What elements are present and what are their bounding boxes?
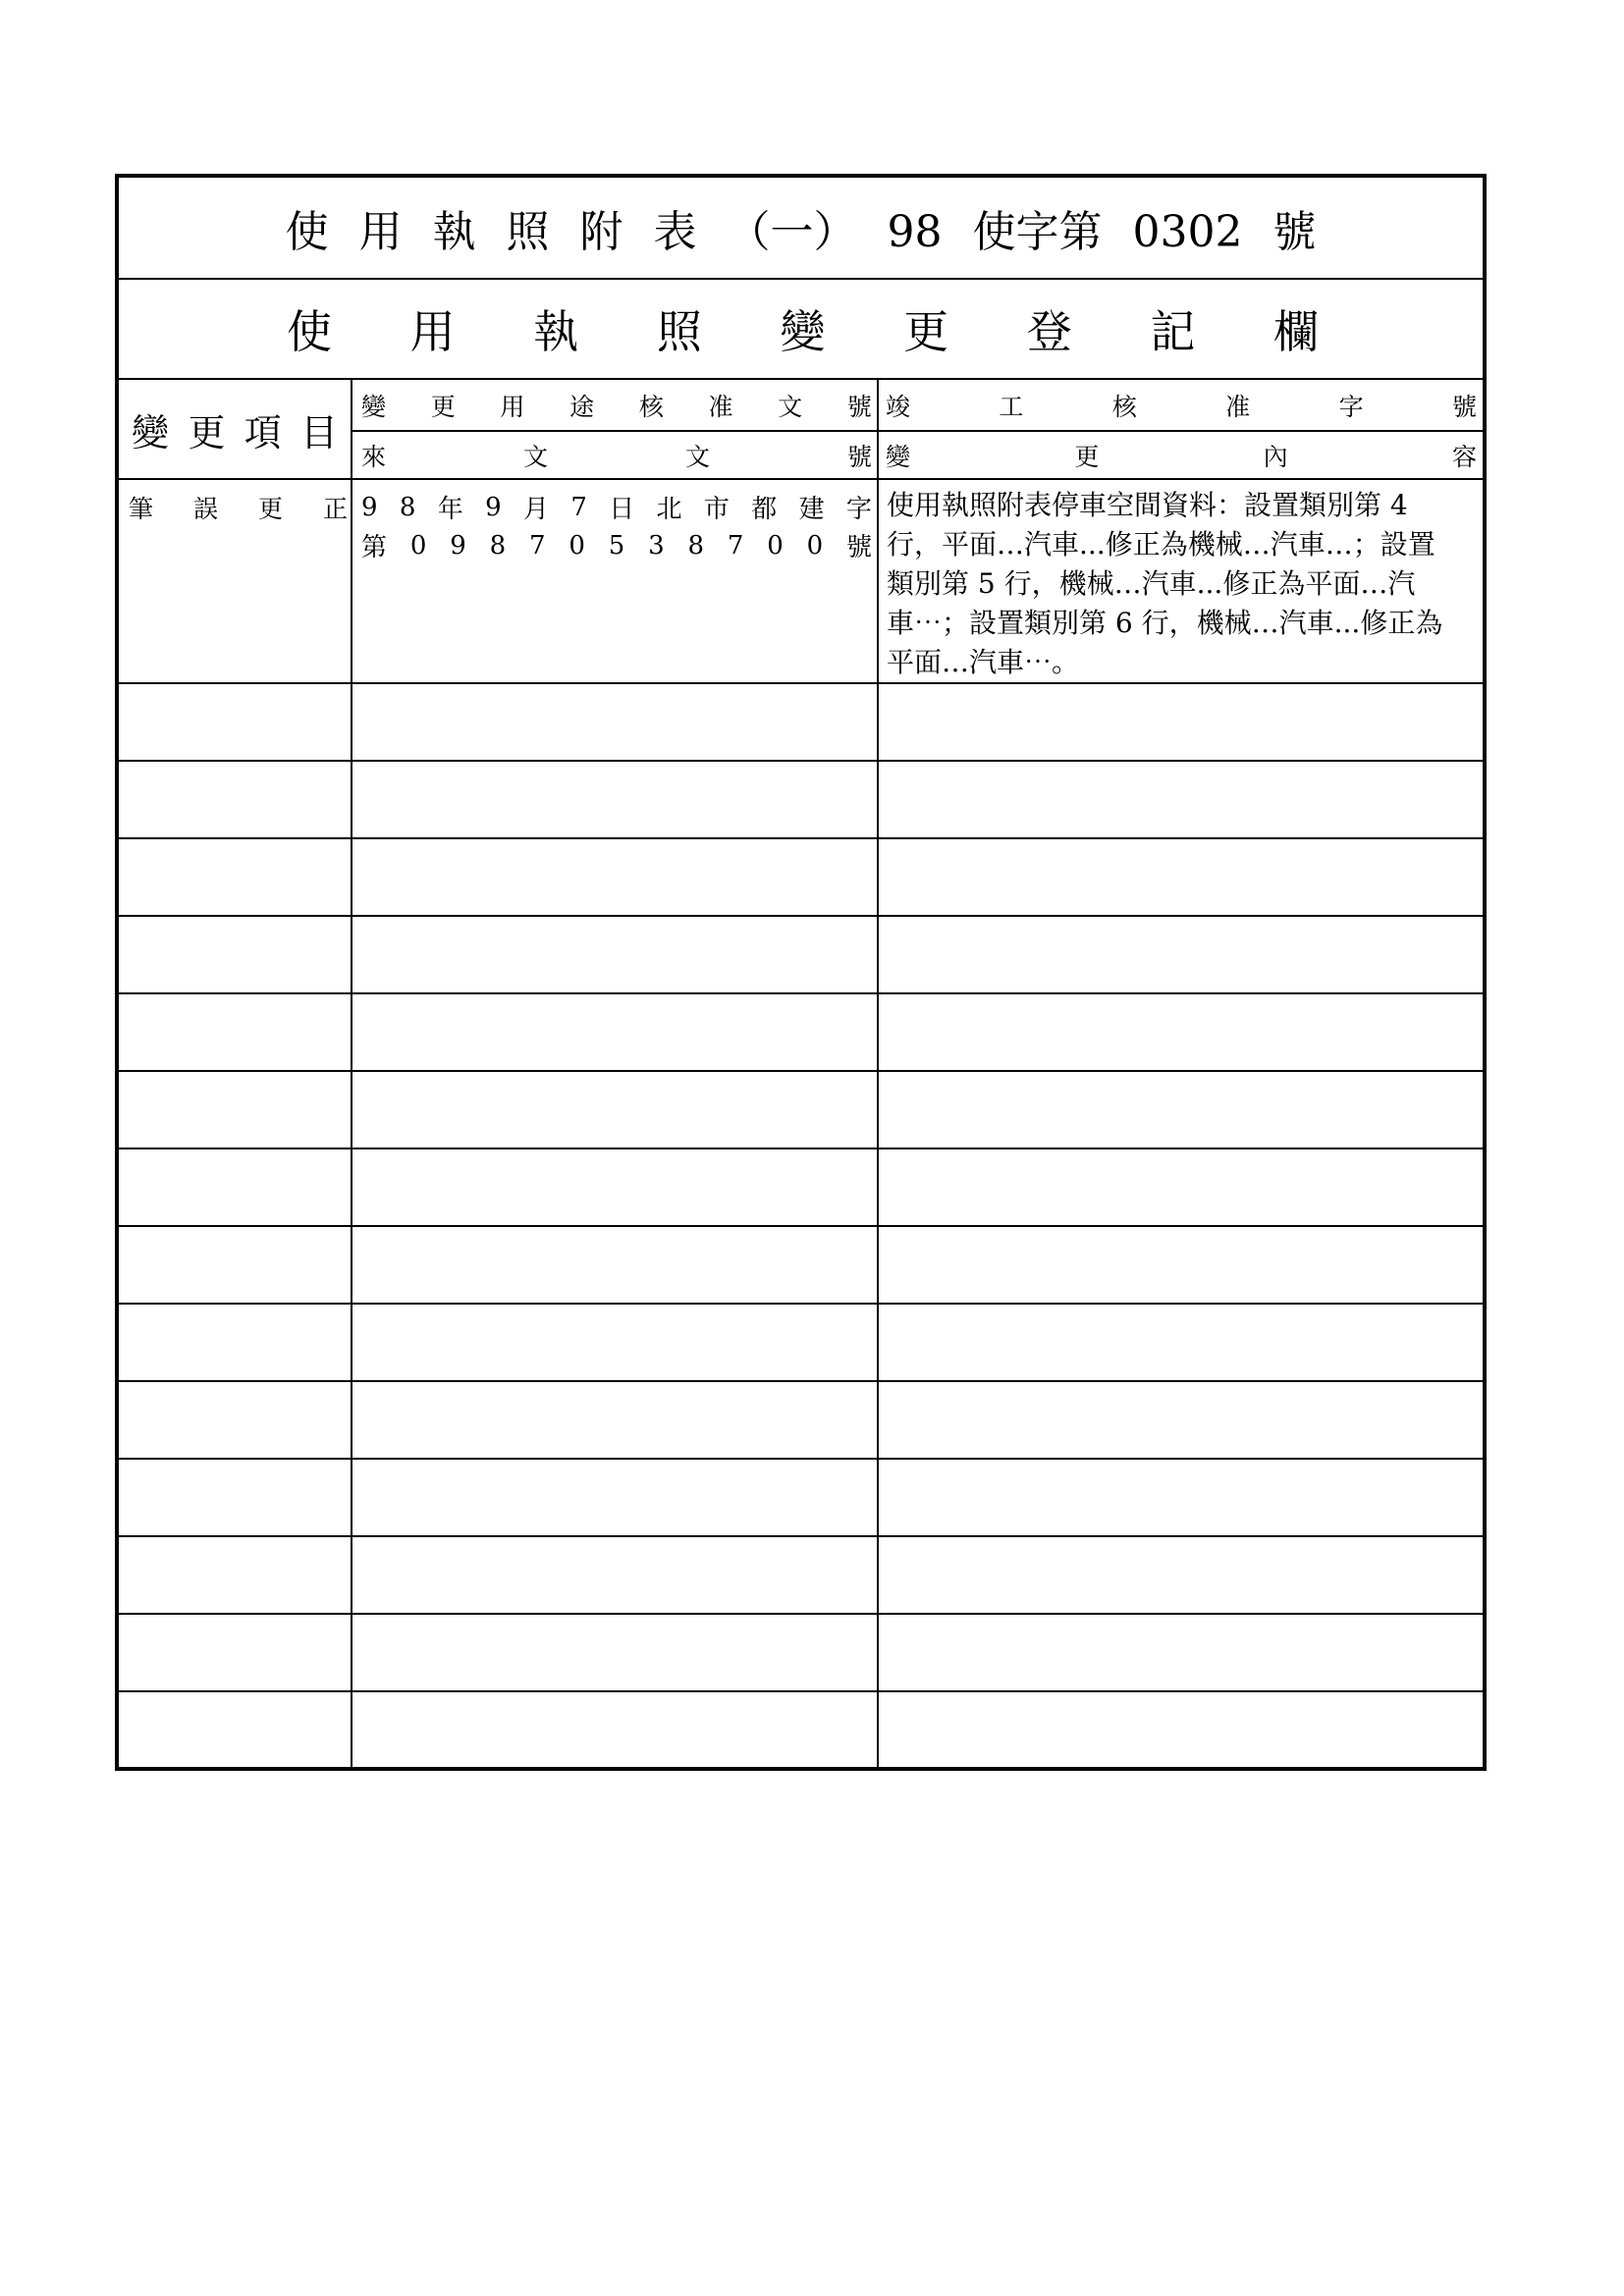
- blank-cell: [117, 1691, 352, 1769]
- blank-row: [117, 1381, 1485, 1459]
- blank-cell: [352, 1536, 878, 1614]
- blank-cell: [117, 761, 352, 838]
- blank-row: [117, 1536, 1485, 1614]
- blank-cell: [878, 1614, 1485, 1691]
- header-approval-doc-cell: [352, 379, 878, 431]
- blank-cell: [878, 1304, 1485, 1381]
- blank-cell: [117, 1536, 352, 1614]
- header-change-item: 變 更 項 目: [132, 410, 338, 454]
- title-row: [117, 176, 1485, 279]
- blank-cell: [117, 1071, 352, 1148]
- change-registration-table: [115, 174, 1487, 1771]
- blank-cell: [352, 761, 878, 838]
- title-cell: [117, 176, 1485, 279]
- header-change-content-cell: [878, 431, 1485, 479]
- blank-cell: [352, 838, 878, 916]
- section-title: 使 用 執 照 變 更 登 記 欄: [287, 305, 1319, 358]
- blank-cell: [117, 1148, 352, 1226]
- blank-row: [117, 1691, 1485, 1769]
- blank-row: [117, 1148, 1485, 1226]
- content-line: 車⋯；設置類別第 6 行，機械…汽車...修正為: [887, 607, 1443, 639]
- table-row: [117, 479, 1485, 683]
- header-change-item-cell: [117, 379, 352, 479]
- section-title-row: [117, 279, 1485, 379]
- header-change-content: 變 更 內 容: [886, 442, 1477, 471]
- blank-cell: [352, 1691, 878, 1769]
- header-incoming-doc-no: 來 文 文 號: [361, 442, 872, 471]
- blank-cell: [117, 993, 352, 1071]
- document-title: 使 用 執 照 附 表 （一） 98 使字第 0302 號: [285, 207, 1317, 257]
- blank-row: [117, 1614, 1485, 1691]
- header-incoming-doc-cell: [352, 431, 878, 479]
- blank-row: [117, 916, 1485, 993]
- blank-cell: [117, 916, 352, 993]
- blank-row: [117, 1226, 1485, 1304]
- blank-cell: [878, 1226, 1485, 1304]
- section-title-cell: [117, 279, 1485, 379]
- blank-cell: [117, 1304, 352, 1381]
- content-line: 類別第 5 行，機械…汽車...修正為平面…汽: [887, 567, 1416, 600]
- blank-row: [117, 761, 1485, 838]
- header-row-1: [117, 379, 1485, 431]
- header-approval-doc-no: 變 更 用 途 核 准 文 號: [361, 392, 872, 421]
- doc-no-line: 第 0 9 8 7 0 5 3 8 7 0 0 號: [361, 530, 872, 562]
- blank-cell: [352, 993, 878, 1071]
- blank-cell: [878, 916, 1485, 993]
- blank-cell: [117, 1381, 352, 1459]
- blank-cell: [352, 683, 878, 761]
- doc-no-line: 9 8 年 9 月 7 日 北 市 都 建 字: [361, 492, 872, 524]
- blank-cell: [352, 1304, 878, 1381]
- blank-cell: [352, 1614, 878, 1691]
- blank-cell: [878, 683, 1485, 761]
- blank-cell: [878, 1381, 1485, 1459]
- blank-row: [117, 683, 1485, 761]
- blank-cell: [117, 1226, 352, 1304]
- content-line: 使用執照附表停車空間資料：設置類別第 4: [887, 489, 1408, 521]
- row-content-cell: [878, 479, 1485, 683]
- blank-cell: [352, 1459, 878, 1536]
- row-doc-no-cell: [352, 479, 878, 683]
- blank-row: [117, 993, 1485, 1071]
- blank-cell: [352, 1071, 878, 1148]
- blank-cell: [878, 761, 1485, 838]
- blank-cell: [117, 1614, 352, 1691]
- blank-cell: [878, 1459, 1485, 1536]
- content-line: 平面…汽車⋯。: [887, 646, 1080, 678]
- row-change-content: [879, 480, 1483, 682]
- row-change-item: 筆 誤 更 正: [129, 495, 348, 523]
- blank-row: [117, 1304, 1485, 1381]
- blank-row: [117, 1071, 1485, 1148]
- blank-cell: [878, 838, 1485, 916]
- blank-cell: [878, 1691, 1485, 1769]
- row-change-item-cell: [117, 479, 352, 683]
- row-doc-no: [352, 480, 877, 564]
- blank-cell: [352, 1148, 878, 1226]
- content-line: 行，平面…汽車...修正為機械…汽車…；設置: [887, 528, 1435, 561]
- header-completion-cell: [878, 379, 1485, 431]
- blank-row: [117, 1459, 1485, 1536]
- blank-cell: [352, 1381, 878, 1459]
- blank-cell: [117, 683, 352, 761]
- blank-cell: [117, 1459, 352, 1536]
- blank-row: [117, 838, 1485, 916]
- blank-cell: [352, 1226, 878, 1304]
- blank-cell: [117, 838, 352, 916]
- blank-cell: [878, 1071, 1485, 1148]
- header-completion-no: 竣 工 核 准 字 號: [886, 392, 1477, 421]
- blank-cell: [352, 916, 878, 993]
- blank-cell: [878, 1148, 1485, 1226]
- blank-cell: [878, 993, 1485, 1071]
- blank-cell: [878, 1536, 1485, 1614]
